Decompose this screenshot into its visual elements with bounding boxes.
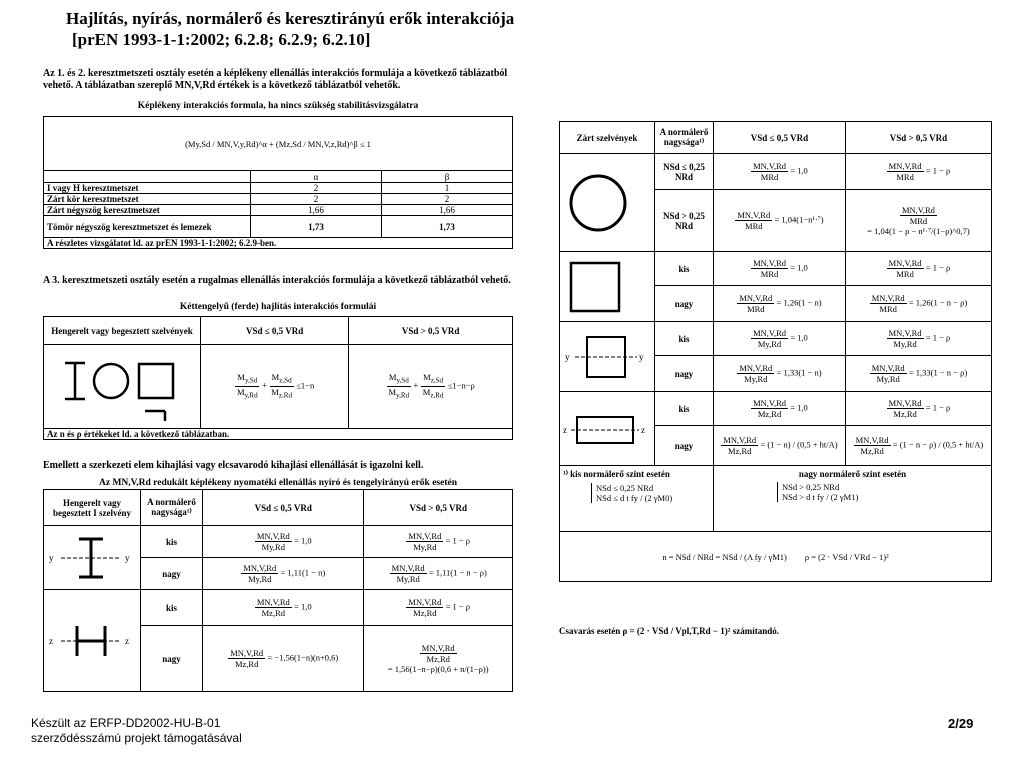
formula-denominator: MRd [879,304,897,314]
torsion-note: Csavarás esetén ρ = (2 · VSd / Vpl,T,Rd − 1)² számítandó. [559,626,779,636]
table2-caption: Kéttengelyű (ferde) hajlítás interakciós formulái [179,302,377,312]
svg-text:y: y [639,351,644,362]
formula-denominator: My,Rd [893,339,917,349]
table1-caption: Képlékeny interakciós formula, ha nincs szükség stabilitásvizsgálatra [137,101,419,111]
hollow-header-high-shear: VSd > 0,5 VRd [845,122,991,154]
normal-force-size: NSd > 0,25 NRd [655,190,714,252]
formula-numerator: MN,V,Rd [256,597,290,607]
note-low-normal [560,466,714,532]
note-high-title: nagy normálerő szint esetén [798,469,907,479]
formula-denominator: Mz,Rd [893,409,917,419]
biaxial-formula-low-tail: ≤1−n [296,380,315,391]
formula-numerator: MN,V,Rd [739,363,773,373]
formula-tail: = −1,56(1−n)(n+0,6) [267,652,339,663]
title-line-1: Hajlítás, nyírás, normálerő és keresztirányú erők interakciója [66,9,515,28]
formula-tail: = 1,0 [790,402,808,413]
formula-tail: = 1,0 [294,535,312,546]
formula-tail: = 1,0 [790,165,808,176]
formula-tail: = 1,26(1 − n) [776,297,822,308]
n-definition: n = NSd / NRd = NSd / (A fy / γM1) [662,551,787,562]
interaction-formula [44,117,513,171]
footer-line-2: szerződésszámú projekt támogatásával [31,731,242,745]
formula-tail: = 1,04(1−n¹·⁷) [774,214,824,225]
col-beta: β [382,171,513,183]
formula-tail: = 1,04(1 − ρ − n¹·⁷/(1−ρ)^0,7) [867,226,970,236]
formula-numerator: MN,V,Rd [391,563,425,573]
beta-value: 1,73 [382,216,513,238]
formula-denominator: Mz,Rd [426,654,450,664]
formula-denominator: My,Rd [757,339,782,349]
i-header-normal-force: A normálerő nagysága¹⁾ [141,490,203,526]
paragraph-class3: A 3. keresztmetszeti osztály esetén a rugalmas ellenállás interakciós formulája a következő táblázatból vehető. [43,275,511,286]
formula-numerator: MN,V,Rd [408,531,442,541]
formula-numerator: MN,V,Rd [888,258,922,268]
formula-tail: = (1 − n − ρ) / (0,5 + ht/A) [892,439,984,450]
formula-numerator: MN,V,Rd [243,563,277,573]
note-low-title: ¹⁾ kis normálerő szint esetén [563,469,670,479]
i-beam-z-icon [47,616,135,666]
normal-force-size: kis [655,392,714,426]
formula-tail: = 1 − ρ [925,165,951,176]
formula-tail: = 1 − ρ [925,262,951,273]
alpha-value: 2 [251,194,382,205]
note-high-condition-2: NSd > d t fy / (2 γM1) [782,492,859,502]
alpha-value: 2 [251,183,382,194]
beta-value: 1 [382,183,513,194]
title-line-2: [prEN 1993-1-1:2002; 6.2.8; 6.2.9; 6.2.10] [72,30,371,49]
section-shapes [44,345,201,429]
col-alpha: α [251,171,382,183]
hollow-header-low-shear: VSd ≤ 0,5 VRd [714,122,846,154]
normal-force-size: nagy [655,286,714,322]
normal-force-size: nagy [141,558,203,590]
formula-tail: = 1,11(1 − n − ρ) [428,567,487,578]
formula-denominator: MRd [745,221,763,231]
formula-tail: = 1 − ρ [445,601,471,612]
normal-force-size: kis [141,590,203,626]
formula-numerator: MN,V,Rd [230,648,264,658]
formula-denominator: MRd [896,269,914,279]
rect-section-y-icon [563,327,647,387]
formula-tail: = (1 − n) / (0,5 + ht/A) [760,439,838,450]
reduced-moment-hollow-table [559,121,992,582]
formula-numerator: MN,V,Rd [739,293,773,303]
intro-paragraph: Az 1. és 2. keresztmetszeti osztály esetén a képlékeny ellenállás interakciós formulája a következő táblázatból vehető. A táblázatban szereplő MN,V,Rd értékek is a következő táblázatból vehetők. [43,68,508,91]
formula-tail: = 1 − ρ [445,535,471,546]
table3-caption: Az MN,V,Rd redukált képlékeny nyomatéki ellenállás nyíró és tengelyirányú erők esetén [99,478,457,488]
formula-denominator: My,Rd [261,542,285,552]
note-low-condition-2: NSd ≤ d t fy / (2 γM0) [596,493,673,503]
n-rho-definitions [560,532,992,582]
rect-section-z [560,392,655,466]
table-row-label: Tömör négyszög keresztmetszet és lemezek [44,216,251,238]
biaxial-header-sections: Hengerelt vagy begesztett szelvények [44,317,201,345]
formula-denominator: My,Rd [248,574,272,584]
formula-numerator: MN,V,Rd [723,435,757,445]
hollow-header-section: Zárt szelvények [560,122,655,154]
formula-numerator: MN,V,Rd [871,293,905,303]
formula-tail: = 1,0 [790,262,808,273]
page-title [66,8,516,50]
rect-section-y [560,322,655,392]
formula-tail: = 1,56(1−n−ρ)(0,6 + n/(1−ρ)) [387,664,489,674]
formula-tail: = 1,26(1 − n − ρ) [908,297,968,308]
formula-numerator: MN,V,Rd [737,210,771,220]
formula-numerator: MN,V,Rd [753,258,786,268]
formula-denominator: My,Rd [396,574,420,584]
svg-text:y: y [565,351,570,362]
formula-numerator: MN,V,Rd [408,597,442,607]
biaxial-header-low-shear: VSd ≤ 0,5 VRd [201,317,349,345]
biaxial-formula-high-tail: ≤1−n−ρ [447,380,475,391]
formula-denominator: Mz,Rd [860,446,884,456]
circle-section-icon [563,168,633,238]
biaxial-formula-low: $\frac{M_{y,Sd}}{M_{y,Rd}}$ + $\frac{M_{z,Sd}}{M_{z,Rd}}$ ≤1−n [201,345,349,429]
normal-force-size: kis [141,526,203,558]
svg-text:z: z [49,635,53,646]
svg-text:y: y [49,552,54,563]
i-header-section: Hengerelt vagy begesztett I szelvény [44,490,141,526]
i-section-z [44,590,141,692]
beta-value: 2 [382,194,513,205]
square-section-icon [563,255,627,319]
formula-denominator: My,Rd [413,542,437,552]
i-header-high-shear: VSd > 0,5 VRd [364,490,513,526]
formula-tail: = 1 − ρ [925,332,951,343]
circular-section [560,154,655,252]
note-high-normal [714,466,992,532]
formula-denominator: Mz,Rd [234,659,259,669]
formula-denominator: MRd [760,172,779,182]
hollow-header-normal-force: A normálerő nagysága¹⁾ [655,122,714,154]
note-low-condition-1: NSd ≤ 0,25 NRd [596,483,654,493]
beta-value: 1,66 [382,205,513,216]
formula-tail: = 1,11(1 − n) [280,567,326,578]
formula-denominator: Mz,Rd [728,446,752,456]
i-section-y [44,526,141,590]
i-header-low-shear: VSd ≤ 0,5 VRd [203,490,364,526]
formula-numerator: MN,V,Rd [855,435,889,445]
formula-tail: = 1,33(1 − n) [776,367,822,378]
formula-denominator: MRd [760,269,779,279]
alpha-value: 1,73 [251,216,382,238]
formula-numerator: MN,V,Rd [753,328,786,338]
formula-denominator: My,Rd [744,374,768,384]
svg-text:y: y [125,552,130,563]
svg-text:z: z [641,424,645,435]
formula-denominator: Mz,Rd [261,608,285,618]
biaxial-formula-high: $\frac{M_{y,Sd}}{M_{y,Rd}}$ + $\frac{M_{z,Sd}}{M_{z,Rd}}$ ≤1−n−ρ [349,345,513,429]
formula-denominator: MRd [747,304,765,314]
table-row-label: Zárt kör keresztmetszet [44,194,251,205]
i-beam-y-icon [47,533,135,583]
paragraph-buckling: Emellett a szerkezeti elem kihajlási vagy elcsavarodó kihajlási ellenállását is igazolni kell. [43,460,424,471]
formula-tail: = 1,0 [790,332,808,343]
normal-force-size: nagy [655,356,714,392]
normal-force-size: kis [655,322,714,356]
formula-numerator: MN,V,Rd [753,398,786,408]
interaction-formula-text: (My,Sd / MN,V,y,Rd)^α + (Mz,Sd / MN,V,z,Rd)^β ≤ 1 [185,138,371,149]
formula-numerator: MN,V,Rd [753,161,786,171]
page-number: 2/29 [948,716,974,731]
formula-tail: = 1,33(1 − n − ρ) [908,367,968,378]
formula-denominator: MRd [909,216,928,226]
formula-numerator: MN,V,Rd [888,161,922,171]
formula-numerator: MN,V,Rd [421,643,455,653]
svg-text:z: z [563,424,567,435]
formula-numerator: MN,V,Rd [256,531,290,541]
formula-tail: = 1,0 [294,601,312,612]
formula-denominator: Mz,Rd [757,409,782,419]
formula-denominator: My,Rd [876,374,900,384]
normal-force-size: NSd ≤ 0,25 NRd [655,154,714,190]
normal-force-size: kis [655,252,714,286]
table-row-label: I vagy H keresztmetszet [44,183,251,194]
svg-text:z: z [125,635,129,646]
normal-force-size: nagy [655,426,714,466]
formula-tail: = 1 − ρ [925,402,951,413]
formula-numerator: MN,V,Rd [901,205,935,215]
formula-denominator: Mz,Rd [413,608,437,618]
rho-definition: ρ = (2 · VSd / VRd − 1)² [804,551,889,562]
interaction-table [43,116,513,249]
section-shapes-icon [47,349,187,425]
footer-credit [31,716,242,746]
table2-footnote: Az n és ρ értékeket ld. a következő táblázatban. [44,429,513,440]
formula-denominator: MRd [896,172,914,182]
note-high-condition-1: NSd > 0,25 NRd [782,482,840,492]
rect-section-z-icon [563,399,647,459]
biaxial-header-high-shear: VSd > 0,5 VRd [349,317,513,345]
footer-line-1: Készült az ERFP-DD2002-HU-B-01 [31,716,221,730]
formula-numerator: MN,V,Rd [888,398,922,408]
table1-footnote: A részletes vizsgálatot ld. az prEN 1993-1-1:2002; 6.2.9-ben. [44,238,513,249]
alpha-value: 1,66 [251,205,382,216]
formula-numerator: MN,V,Rd [888,328,922,338]
biaxial-table [43,316,513,440]
normal-force-size: nagy [141,626,203,692]
table-row-label: Zárt négyszög keresztmetszet [44,205,251,216]
reduced-moment-i-table [43,489,513,692]
formula-numerator: MN,V,Rd [871,363,905,373]
square-section [560,252,655,322]
